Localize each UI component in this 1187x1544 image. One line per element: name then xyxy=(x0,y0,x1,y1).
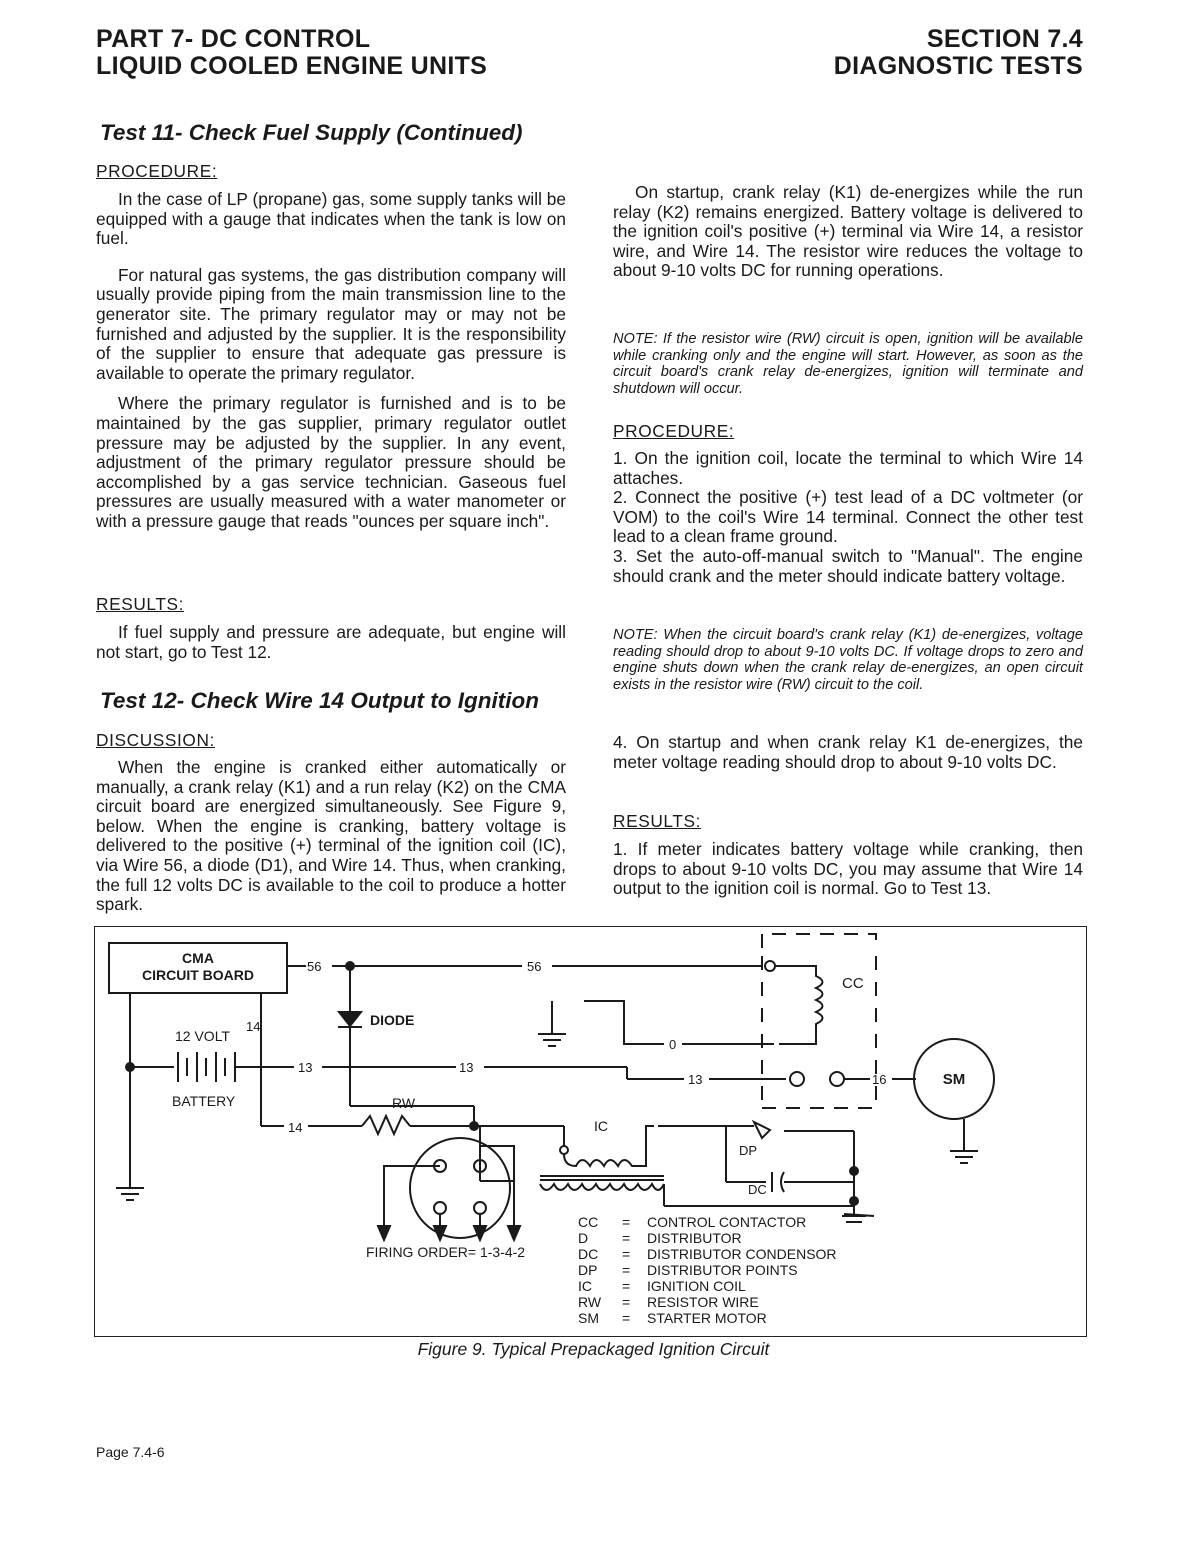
wire-56-label: 56 xyxy=(306,958,321,974)
legend-row xyxy=(578,1310,767,1326)
legend-abbr: IC xyxy=(577,1277,592,1294)
wire-14-label: 14 xyxy=(287,1119,302,1135)
wire-13-label: 13 xyxy=(297,1059,312,1075)
cma-label-1: CMA xyxy=(181,949,214,966)
wire-14-label-top: 14 xyxy=(245,1018,260,1034)
discussion-text: When the engine is cranked either automatically or manually, a crank relay (K1) and a run relay (K2) on the CMA circuit board are energized simultaneously. See Figure 9, below. When the engine is cranking, battery voltage is delivered to the positive (+) terminal of the ignition coil (IC), via Wire 56, a diode (D1), and Wire 14. Thus, when cranking, the full 12 volts DC is available to the coil to produce a hotter spark. xyxy=(96,757,566,915)
legend-row xyxy=(578,1214,806,1230)
part-heading xyxy=(96,26,487,80)
legend-abbr: DP xyxy=(577,1261,597,1278)
wire-56-label: 56 xyxy=(526,958,541,974)
test11-paragraph: For natural gas systems, the gas distribution company will usually provide piping from the main transmission line to the generator site. The primary regulator may or may not be furnished and adjusted by the supplier. It is the responsibility of the supplier to ensure that adequate gas pressure is available to operate the primary regulator. xyxy=(96,264,566,383)
legend-meaning: RESISTOR WIRE xyxy=(646,1293,759,1310)
test11-paragraph: Where the primary regulator is furnished and is to be maintained by the gas supplier, primary regulator outlet pressure may be adjusted by the supplier. In any event, adjustment of the primary regulator pressure should be accomplished by a gas service technician. Gaseous fuel pressures are usually measured with a water manometer or with a pressure gauge that reads "ounces per square inch". xyxy=(96,393,566,531)
legend xyxy=(578,1214,837,1326)
ic-label: IC xyxy=(593,1117,608,1134)
sm-label: SM xyxy=(942,1070,965,1088)
legend-eq: = xyxy=(621,1213,630,1230)
resistor-wire-icon xyxy=(362,1116,410,1134)
test11-paragraph: In the case of LP (propane) gas, some supply tanks will be equipped with a gauge that indicates when the tank is low on fuel. xyxy=(96,189,566,249)
test12-results xyxy=(613,840,1083,899)
dc-label: DC xyxy=(747,1181,767,1197)
legend-abbr: CC xyxy=(577,1213,598,1230)
legend-abbr: RW xyxy=(577,1293,601,1310)
legend-abbr: D xyxy=(577,1229,588,1246)
page-number: Page 7.4-6 xyxy=(96,1444,165,1460)
distributor-icon xyxy=(410,1138,510,1238)
legend-meaning: CONTROL CONTACTOR xyxy=(646,1213,806,1230)
legend-meaning: IGNITION COIL xyxy=(646,1277,746,1294)
note-resistor-wire: NOTE: If the resistor wire (RW) circuit is open, ignition will be available while cranking only and the engine will start. However, as soon as the circuit board's crank relay de-energizes, ignition will terminate and shutdown will occur. xyxy=(613,331,1083,397)
legend-row xyxy=(578,1230,742,1246)
dp-label: DP xyxy=(738,1142,757,1158)
procedure-step: 1. On the ignition coil, locate the terminal to which Wire 14 attaches. xyxy=(613,448,1083,488)
legend-meaning: DISTRIBUTOR POINTS xyxy=(646,1261,798,1278)
wire-16-label: 16 xyxy=(871,1071,886,1087)
diode-label: DIODE xyxy=(369,1011,414,1028)
cc-label: CC xyxy=(841,974,864,992)
legend-eq: = xyxy=(621,1245,630,1262)
ignition-circuit-diagram xyxy=(94,926,1087,1337)
test11-procedure-label: PROCEDURE: xyxy=(96,161,218,181)
section-title: DIAGNOSTIC TESTS xyxy=(833,52,1083,80)
procedure-step: 3. Set the auto-off-manual switch to "Manual". The engine should crank and the meter should indicate battery voltage. xyxy=(613,545,1083,586)
legend-row xyxy=(578,1246,837,1262)
test11-results xyxy=(96,623,566,662)
cma-label-2: CIRCUIT BOARD xyxy=(141,966,254,983)
section-number: SECTION 7.4 xyxy=(926,25,1083,53)
test11-results-text: If fuel supply and pressure are adequate, but engine will not start, go to Test 12. xyxy=(96,622,566,662)
test11-body xyxy=(96,190,566,532)
test12-discussion-label: DISCUSSION: xyxy=(96,730,215,750)
part-title: PART 7- DC CONTROL xyxy=(96,25,371,53)
legend-row xyxy=(578,1278,746,1294)
legend-eq: = xyxy=(621,1293,630,1310)
test12-title: Test 12- Check Wire 14 Output to Ignition xyxy=(100,688,540,713)
test11-title: Test 11- Check Fuel Supply (Continued) xyxy=(100,120,523,145)
note-block-1 xyxy=(613,331,1083,397)
wire-0-label: 0 xyxy=(668,1036,676,1052)
diode-icon xyxy=(339,1012,361,1026)
section-heading xyxy=(834,26,1083,80)
part-subtitle: LIQUID COOLED ENGINE UNITS xyxy=(96,52,488,80)
test12-procedure-steps xyxy=(613,449,1083,586)
rw-label: RW xyxy=(391,1094,415,1111)
battery-icon xyxy=(178,1052,235,1082)
figure-caption: Figure 9. Typical Prepackaged Ignition Circuit xyxy=(417,1339,770,1359)
test12-procedure-label: PROCEDURE: xyxy=(613,421,735,441)
legend-abbr: DC xyxy=(577,1245,598,1262)
note-block-2 xyxy=(613,627,1083,693)
legend-meaning: DISTRIBUTOR xyxy=(646,1229,742,1246)
startup-text: On startup, crank relay (K1) de-energizes while the run relay (K2) remains energized. Battery voltage is delivered to the ignition coil's positive (+) terminal via Wire 14, a resistor wire, and Wire 14. The resistor wire reduces the voltage to about 9-10 volts DC for running operations. xyxy=(613,182,1083,281)
legend-eq: = xyxy=(621,1261,630,1278)
test12-results-text: 1. If meter indicates battery voltage while cranking, then drops to about 9-10 volts DC, you may assume that Wire 14 output to the ignition coil is normal. Go to Test 13. xyxy=(613,839,1083,899)
relay-coil-icon xyxy=(775,966,823,1044)
legend-row xyxy=(578,1294,759,1310)
legend-row xyxy=(578,1262,798,1278)
procedure-step: 4. On startup and when crank relay K1 de-energizes, the meter voltage reading should drop to about 9-10 volts DC. xyxy=(613,732,1083,772)
test11-results-label: RESULTS: xyxy=(96,594,185,614)
legend-eq: = xyxy=(621,1277,630,1294)
procedure-step: 2. Connect the positive (+) test lead of a DC voltmeter (or VOM) to the coil's Wire 14 terminal. Connect the other test lead to a clean frame ground. xyxy=(613,487,1083,547)
battery-label: BATTERY xyxy=(171,1092,235,1109)
ignition-circuit-figure xyxy=(94,926,1087,1337)
legend-eq: = xyxy=(621,1309,630,1326)
test12-discussion xyxy=(96,758,566,915)
step4-block xyxy=(613,733,1083,772)
wire-13-label: 13 xyxy=(687,1071,702,1087)
wire-13-label: 13 xyxy=(458,1059,473,1075)
firing-order: FIRING ORDER= 1-3-4-2 xyxy=(365,1243,525,1260)
volt-label: 12 VOLT xyxy=(174,1027,230,1044)
startup-block xyxy=(613,183,1083,281)
legend-meaning: DISTRIBUTOR CONDENSOR xyxy=(646,1245,837,1262)
legend-abbr: SM xyxy=(577,1309,599,1326)
points-cam-icon xyxy=(754,1122,770,1138)
legend-eq: = xyxy=(621,1229,630,1246)
test12-results-label: RESULTS: xyxy=(613,811,702,831)
legend-meaning: STARTER MOTOR xyxy=(646,1309,767,1326)
ignition-coil-icon xyxy=(564,1126,654,1166)
note-crank-relay: NOTE: When the circuit board's crank relay (K1) de-energizes, voltage reading should drop to about 9-10 volts DC. If voltage drops to zero and engine shuts down when the crank relay de-energizes, an open circuit exists in the resistor wire (RW) circuit to the coil. xyxy=(613,627,1083,693)
